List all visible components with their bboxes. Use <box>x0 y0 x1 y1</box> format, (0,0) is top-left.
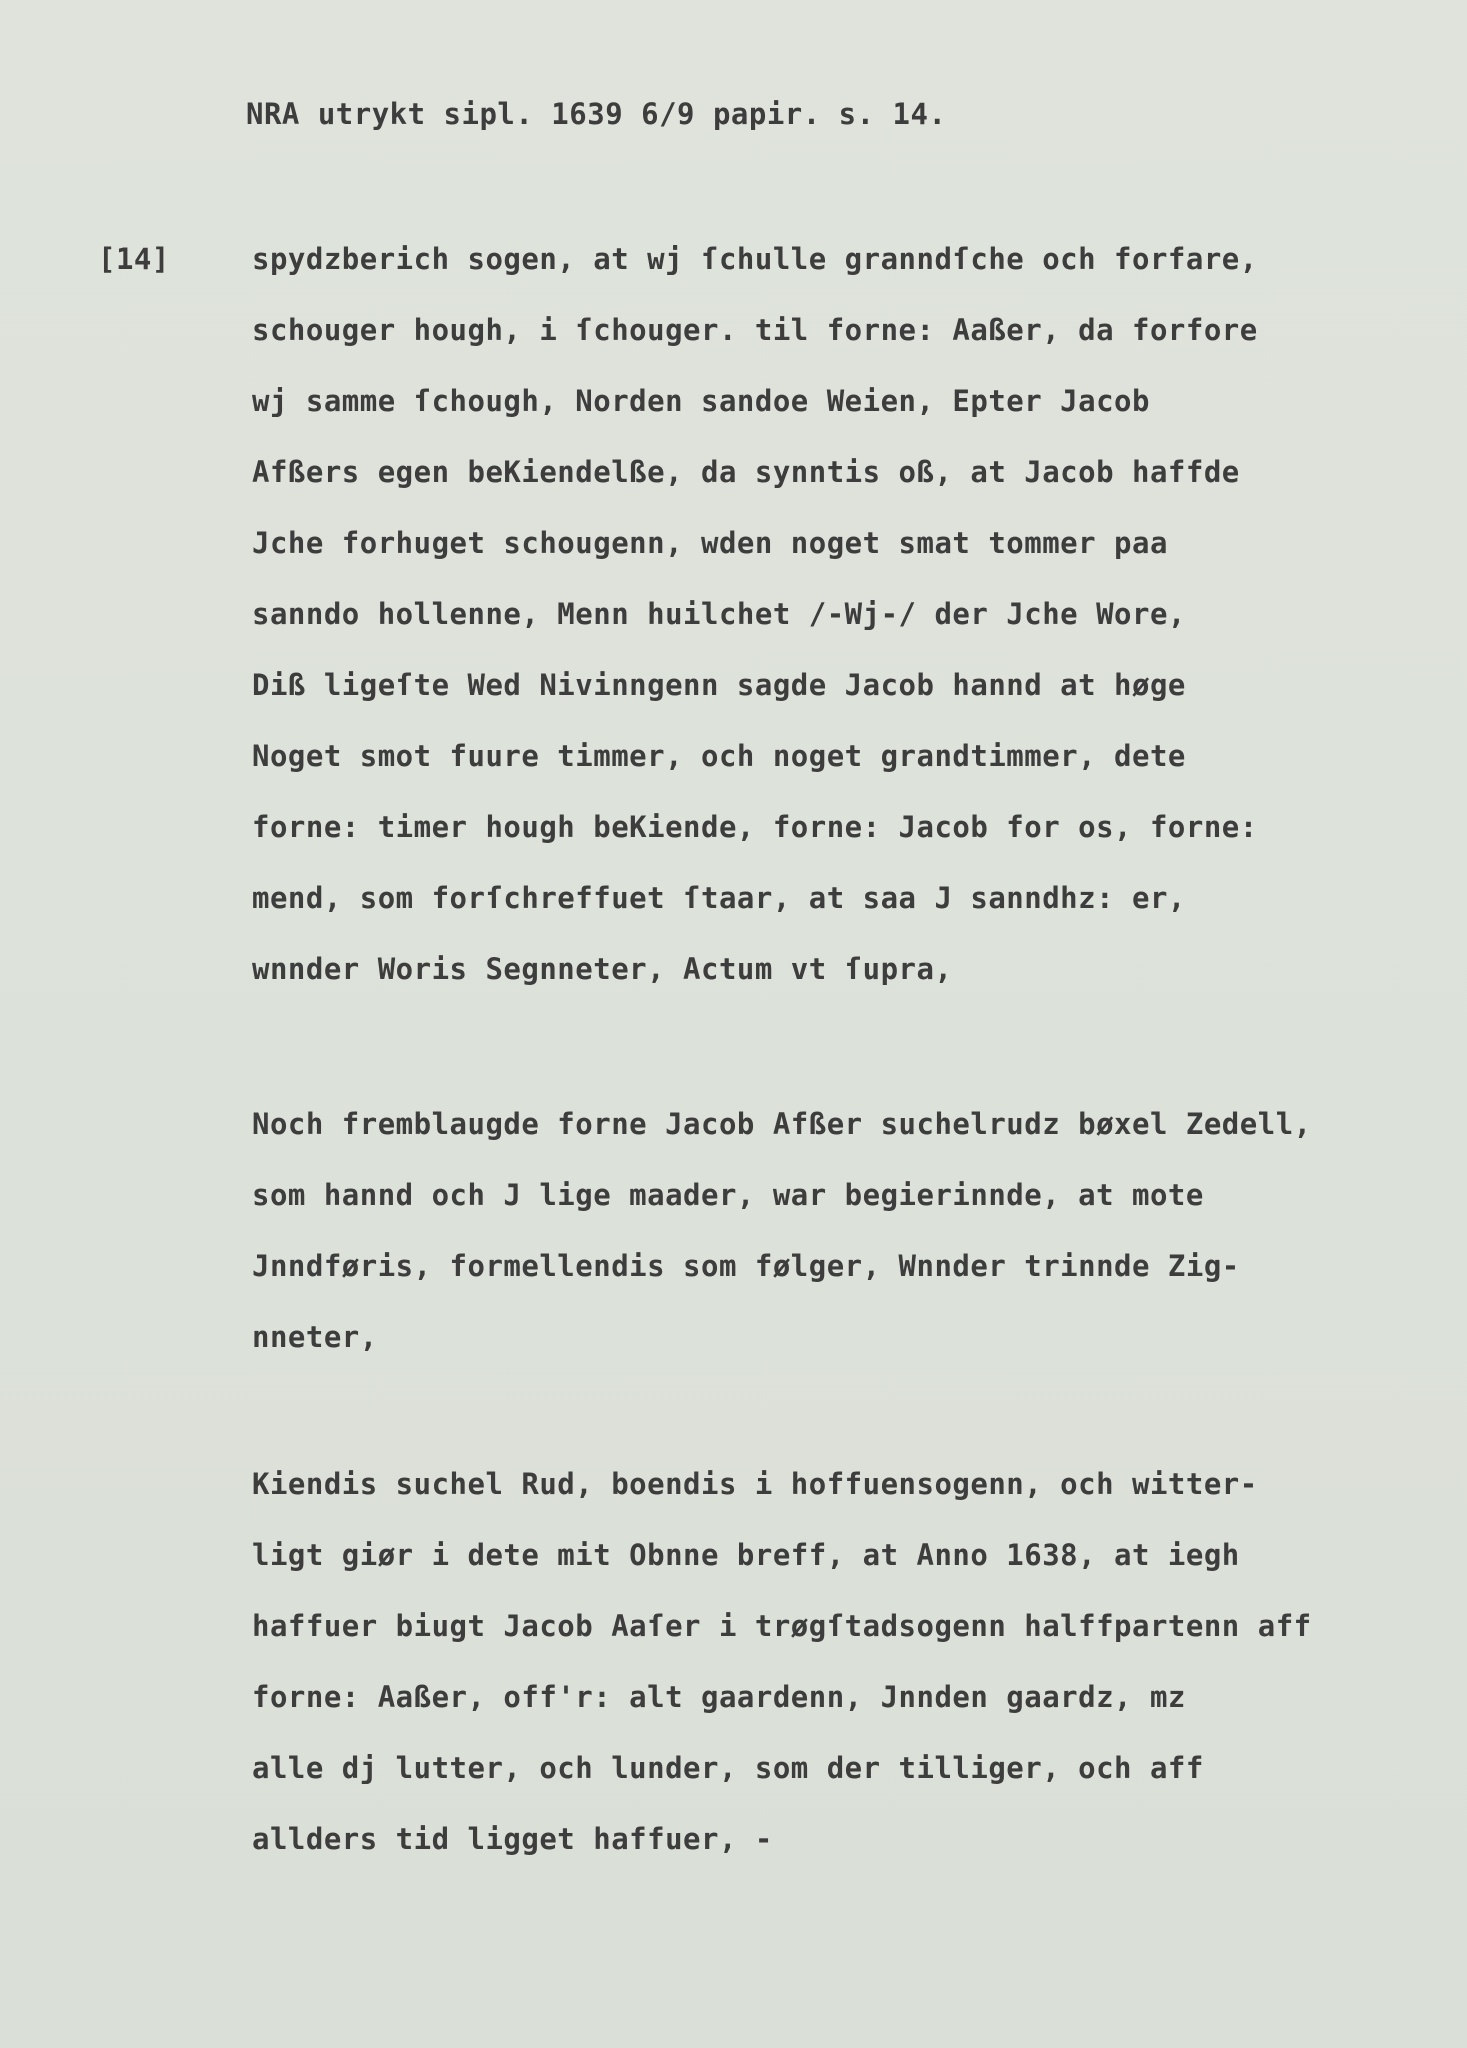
text-line: Jnndføris, formellendis som følger, Wnnder trinnde Zig- <box>252 1249 1240 1283</box>
text-line: alle dj lutter, och lunder, som der tilliger, och aff <box>252 1751 1204 1785</box>
text-line: Noch fremblaugde forne Jacob Afßer suchelrudz bøxel Zedell, <box>252 1107 1312 1141</box>
text-line: wnnder Woris Segnneter, Actum vt ſupra, <box>252 952 953 986</box>
text-line: ligt giør i dete mit Obnne breff, at Anno 1638, at iegh <box>252 1538 1240 1572</box>
archive-reference-header: NRA utrykt sipl. 1639 6/9 papir. s. 14. <box>246 97 947 131</box>
text-line: Afßers egen beKiendelße, da synntis oß, at Jacob haffde <box>252 455 1240 489</box>
text-line: wj samme ſchough, Norden sandoe Weien, Epter Jacob <box>252 384 1150 418</box>
text-line: Diß ligeſte Wed Nivinngenn sagde Jacob hannd at høge <box>252 668 1186 702</box>
text-line: forne: Aaßer, off'r: alt gaardenn, Jnnden gaardz, mz <box>252 1680 1186 1714</box>
text-line: schouger hough, i ſchouger. til forne: Aaßer, da forfore <box>252 313 1258 347</box>
text-line: Jche forhuget schougenn, wden noget smat tommer paa <box>252 526 1168 560</box>
text-line: haffuer biugt Jacob Aaſer i trøgſtadsogenn halffpartenn aff <box>252 1609 1312 1643</box>
text-line: allders tid ligget haffuer, - <box>252 1822 773 1856</box>
text-line: Kiendis suchel Rud, boendis i hoffuensogenn, och witter- <box>252 1467 1258 1501</box>
text-line: Noget smot fuure timmer, och noget grandtimmer, dete <box>252 739 1186 773</box>
text-line: nneter, <box>252 1320 378 1354</box>
text-line: sanndo hollenne, Menn huilchet /-Wj-/ der Jche Wore, <box>252 597 1186 631</box>
page-number-margin-note: [14] <box>98 242 170 276</box>
text-line: spydzberich sogen, at wj ſchulle granndſche och forfare, <box>252 242 1258 276</box>
text-line: som hannd och J lige maader, war begierinnde, at mote <box>252 1178 1204 1212</box>
text-line: mend, som forſchreffuet ſtaar, at saa J sanndhz: er, <box>252 881 1186 915</box>
text-line: forne: timer hough beKiende, forne: Jacob for os, forne: <box>252 810 1258 844</box>
